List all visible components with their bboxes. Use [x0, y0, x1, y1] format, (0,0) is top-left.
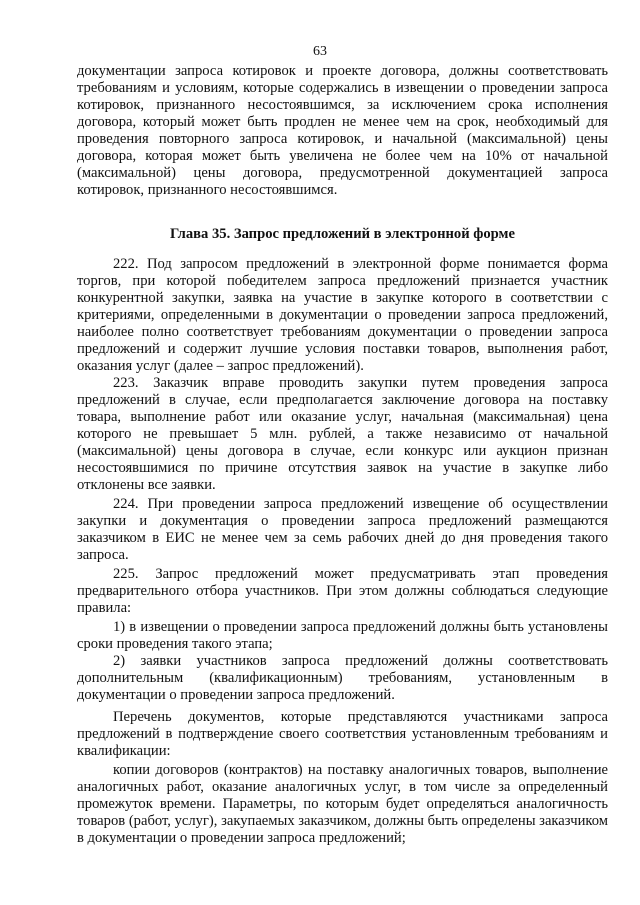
paragraph-224: 224. При проведении запроса предложений извещение об осуществлении закупки и документация о проведении запроса предложений размещаются заказчиком в ЕИС не менее чем за семь рабочих дней до дня проведения такого запроса. [77, 496, 608, 563]
list-item-2: 2) заявки участников запроса предложений должны соответствовать дополнительным (квалификационным) требованиям, установленным в документации о проведении запроса предложений. [77, 653, 608, 703]
paragraph-225: 225. Запрос предложений может предусматривать этап проведения предварительного отбора участников. При этом должны соблюдаться следующие правила: [77, 566, 608, 616]
list-item-1: 1) в извещении о проведении запроса предложений должны быть установлены сроки проведения такого этапа; [77, 619, 608, 652]
page-number: 63 [313, 44, 327, 59]
documents-list-intro: Перечень документов, которые представляются участниками запроса предложений в подтверждение своего соответствия установленным требованиям и квалификации: [77, 709, 608, 759]
contract-copies-paragraph: копии договоров (контрактов) на поставку аналогичных товаров, выполнение аналогичных работ, оказание аналогичных услуг, в том числе за определенный промежуток времени. Параметры, по которым будет определяться аналогичность товаров (работ, услуг), закупаемых заказчиком, должны быть определены заказчиком в документации о проведении запроса предложений; [77, 762, 608, 846]
chapter-body [77, 256, 608, 847]
continuation-text-block [77, 63, 608, 199]
continuation-paragraph: документации запроса котировок и проекте договора, должны соответствовать требованиям и условиям, которые содержались в извещении о проведении запроса котировок, признанного несостоявшимся, за исключением срока исполнения договора, который может быть продлен не менее чем на срок, необходимый для проведения повторного запроса котировок, и начальной (максимальной) цены договора, которая может быть увеличена не более чем на 10% от начальной (максимальной) цены договора, предусмотренной документацией запроса котировок, признанного несостоявшимся. [77, 63, 608, 198]
paragraph-222: 222. Под запросом предложений в электронной форме понимается форма торгов, при которой победителем запроса предложений признается участник конкурентной закупки, заявка на участие в закупке которого в соответствии с критериями, определенными в документации о проведении запроса предложений, наиболее полно соответствует требованиям документации о проведении запроса предложений и содержит лучшие условия поставки товаров, выполнения работ, оказания услуг (далее – запрос предложений). [77, 256, 608, 374]
chapter-heading: Глава 35. Запрос предложений в электронной форме [170, 226, 515, 242]
paragraph-223: 223. Заказчик вправе проводить закупки путем проведения запроса предложений в случае, если предполагается заключение договора на поставку товара, выполнение работ или оказание услуг, начальная (максимальная) цена которого не превышает 5 млн. рублей, а также независимо от начальной (максимальной) цены договора в случае, если конкурс или аукцион признан несостоявшимися по причине отсутствия заявок на участие в закупке либо отклонены все заявки. [77, 375, 608, 493]
